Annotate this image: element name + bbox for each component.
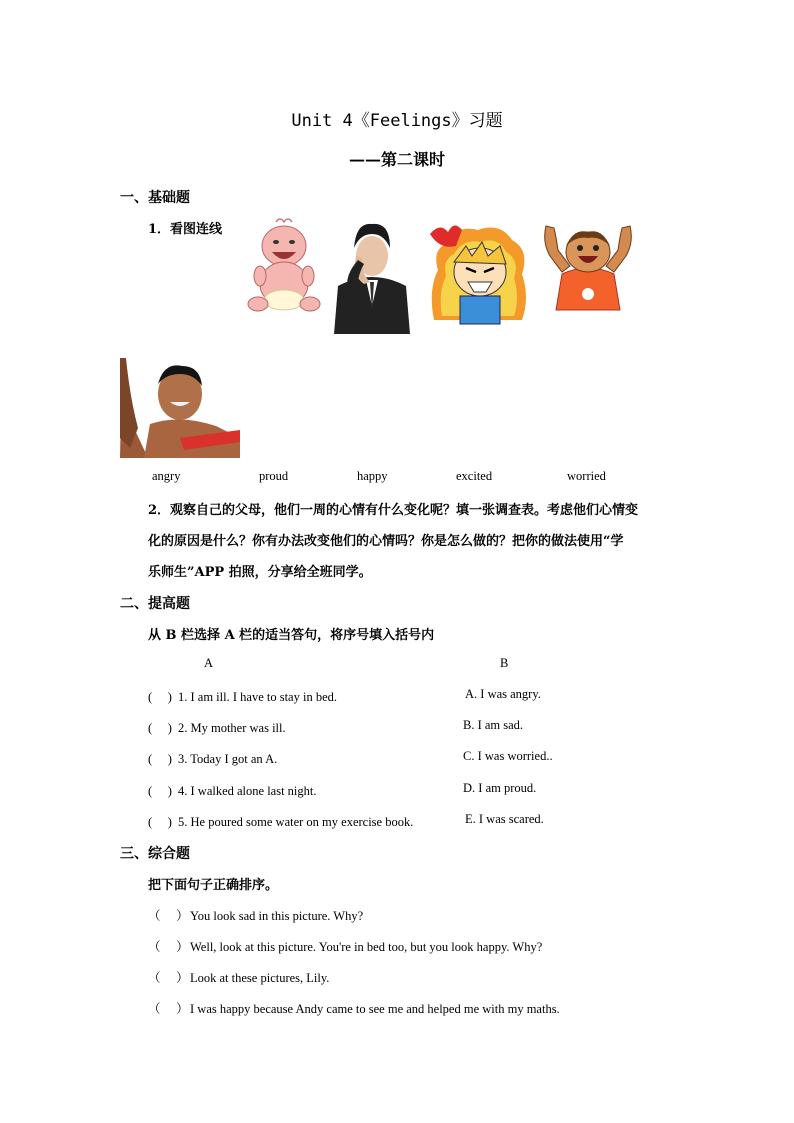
answer-blank[interactable]: ( ) bbox=[148, 752, 172, 766]
ordering-instruction: 把下面句子正确排序。 bbox=[148, 878, 279, 893]
ordering-item-1 bbox=[148, 906, 363, 924]
match-b-item: A. I was angry. bbox=[465, 687, 541, 701]
match-b-item: D. I am proud. bbox=[463, 781, 537, 795]
word-angry: angry bbox=[152, 469, 181, 483]
answer-blank[interactable]: ( ) bbox=[148, 690, 172, 704]
order-blank[interactable]: （ ） bbox=[148, 971, 189, 985]
answer-blank[interactable]: ( ) bbox=[148, 721, 172, 735]
word-happy: happy bbox=[357, 469, 388, 483]
match-row-3 bbox=[148, 749, 277, 767]
question-1-label: 1．看图连线 bbox=[148, 222, 223, 237]
page-subtitle: ——第二课时 bbox=[348, 150, 445, 169]
match-a-item: 1. I am ill. I have to stay in bed. bbox=[178, 690, 337, 704]
match-a-item: 3. Today I got an A. bbox=[178, 752, 278, 766]
match-row-5 bbox=[148, 812, 413, 830]
match-row-4 bbox=[148, 781, 317, 799]
match-a-item: 4. I walked alone last night. bbox=[178, 784, 317, 798]
match-b-item: E. I was scared. bbox=[465, 812, 544, 826]
question-2-line-1: 2．观察自己的父母，他们一周的心情有什么变化呢？填一张调查表。考虑他们心情变 bbox=[148, 503, 639, 518]
angry-boy-picture bbox=[426, 220, 532, 330]
proud-athlete-picture bbox=[120, 358, 240, 458]
excited-kid-picture bbox=[540, 222, 636, 312]
order-blank[interactable]: （ ） bbox=[148, 909, 189, 923]
word-excited: excited bbox=[456, 469, 493, 483]
section-heading-advanced: 二、提高题 bbox=[120, 596, 190, 612]
worried-man-picture bbox=[330, 216, 414, 334]
match-a-item: 2. My mother was ill. bbox=[178, 721, 286, 735]
word-worried: worried bbox=[567, 469, 606, 483]
order-blank[interactable]: （ ） bbox=[148, 1002, 189, 1016]
question-2-line-3: 乐师生”APP 拍照，分享给全班同学。 bbox=[148, 565, 372, 580]
question-2-line-2: 化的原因是什么？你有办法改变他们的心情吗？你是怎么做的？把你的做法使用“学 bbox=[148, 534, 624, 549]
match-b-item: B. I am sad. bbox=[463, 718, 524, 732]
word-proud: proud bbox=[259, 469, 289, 483]
match-a-item: 5. He poured some water on my exercise book. bbox=[178, 815, 414, 829]
answer-blank[interactable]: ( ) bbox=[148, 784, 172, 798]
section-heading-basic: 一、基础题 bbox=[120, 190, 190, 206]
ordering-sentence: I was happy because Andy came to see me and helped me with my maths. bbox=[190, 1002, 560, 1016]
baby-laughing-picture bbox=[246, 216, 322, 316]
ordering-item-3 bbox=[148, 968, 329, 986]
match-row-1 bbox=[148, 687, 337, 705]
order-blank[interactable]: （ ） bbox=[148, 940, 189, 954]
column-a-header: A bbox=[204, 656, 214, 670]
column-b-header: B bbox=[500, 656, 509, 670]
section-heading-comprehensive: 三、综合题 bbox=[120, 846, 190, 862]
ordering-sentence: You look sad in this picture. Why? bbox=[190, 909, 364, 923]
match-b-item: C. I was worried.. bbox=[463, 749, 553, 763]
matching-instruction: 从 B 栏选择 A 栏的适当答句，将序号填入括号内 bbox=[148, 628, 435, 643]
ordering-item-2 bbox=[148, 937, 542, 955]
page-title: Unit 4《Feelings》习题 bbox=[291, 111, 503, 131]
ordering-item-4 bbox=[148, 999, 560, 1017]
ordering-sentence: Well, look at this picture. You're in bed too, but you look happy. Why? bbox=[190, 940, 543, 954]
ordering-sentence: Look at these pictures, Lily. bbox=[190, 971, 330, 985]
match-row-2 bbox=[148, 718, 286, 736]
answer-blank[interactable]: ( ) bbox=[148, 815, 172, 829]
